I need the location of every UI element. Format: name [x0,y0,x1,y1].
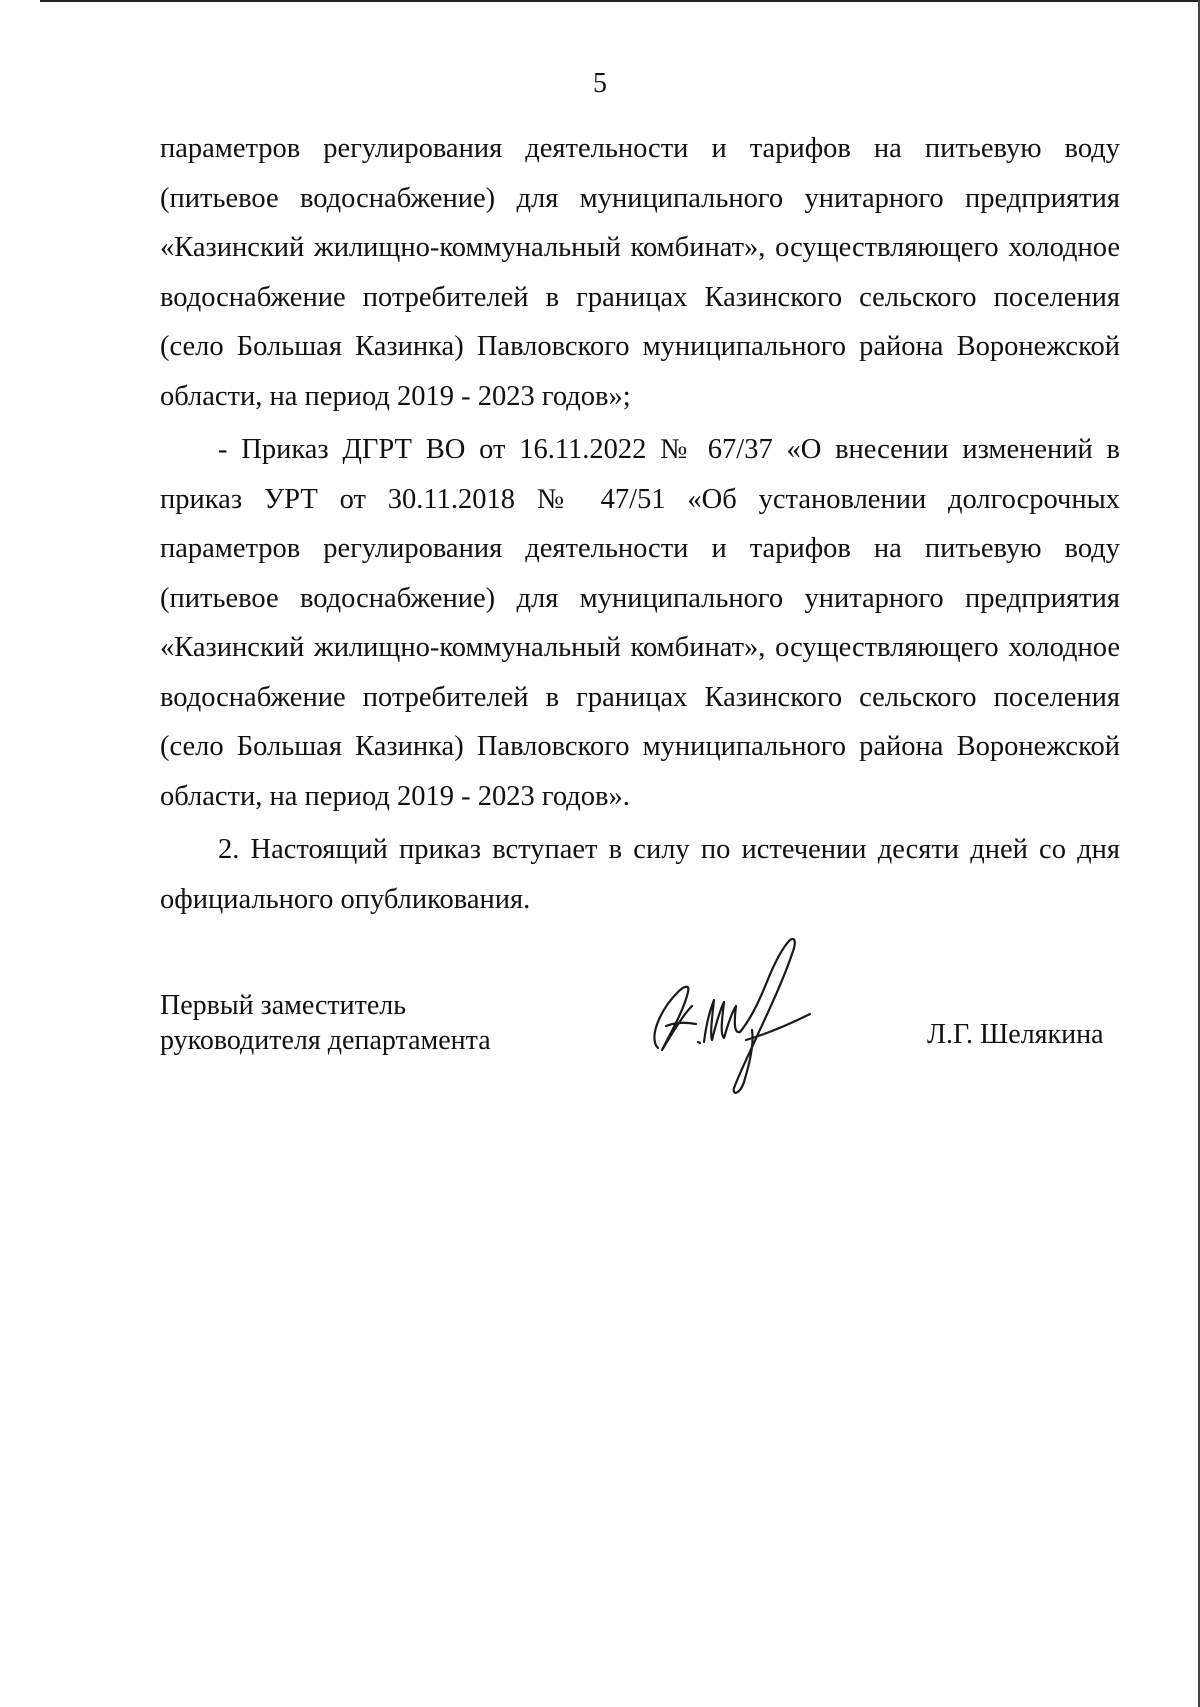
signatory-position-line2: руководителя департамента [160,1025,491,1056]
scan-edge-top [40,0,1200,2]
signatory-position [160,988,491,1058]
paragraph-order-amendment: - Приказ ДГРТ ВО от 16.11.2022 № 67/37 «О внесении изменений в приказ УРТ от 30.11.2018 № 47/51 «Об установлении долгосрочных параметров регулирования деятельности и тарифов на питьевую воду (питьевое водоснабжение) для муниципального унитарного предприятия «Казинский жилищно-коммунальный комбинат», осуществляющего холодное водоснабжение потребителей в границах Казинского сельского поселения (село Большая Казинка) Павловского муниципального района Воронежской области, на период 2019 - 2023 годов». [160,434,1120,812]
paragraph-effective-date: 2. Настоящий приказ вступает в силу по истечении десяти дней со дня официального опубликования. [160,834,1120,915]
paragraph-continuation: параметров регулирования деятельности и тарифов на питьевую воду (питьевое водоснабжение) для муниципального унитарного предприятия «Казинский жилищно-коммунальный комбинат», осуществляющего холодное водоснабжение потребителей в границах Казинского сельского поселения (село Большая Казинка) Павловского муниципального района Воронежской области, на период 2019 - 2023 годов»; [160,133,1120,412]
document-body [160,124,1120,924]
handwritten-signature [640,930,840,1100]
signatory-name: Л.Г. Шелякина [927,1019,1104,1050]
page-number: 5 [593,68,607,99]
signatory-position-line1: Первый заместитель [160,990,407,1021]
